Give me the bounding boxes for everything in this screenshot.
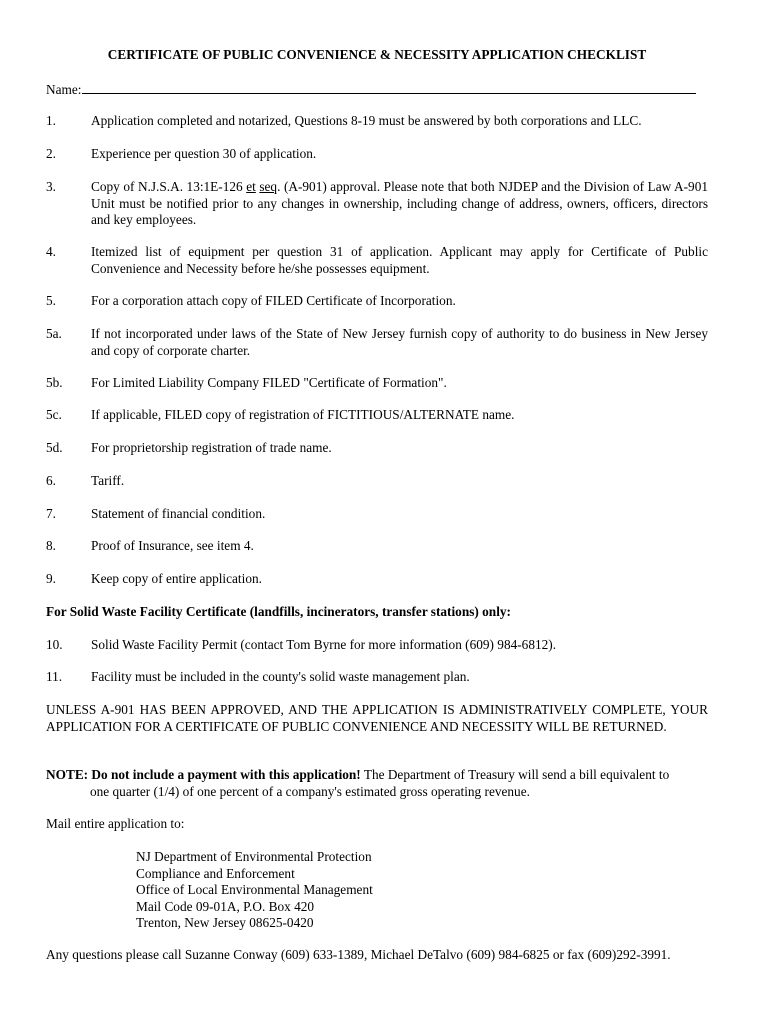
item-number: 11. xyxy=(46,669,63,684)
checklist-item xyxy=(46,506,708,523)
item-text: If applicable, FILED copy of registration of FICTITIOUS/ALTERNATE name. xyxy=(91,407,515,422)
item-number: 5c. xyxy=(46,407,62,422)
item-number: 9. xyxy=(46,571,56,586)
item-text: Facility must be included in the county's solid waste management plan. xyxy=(91,669,470,684)
page-title: CERTIFICATE OF PUBLIC CONVENIENCE & NECESSITY APPLICATION CHECKLIST xyxy=(107,47,647,62)
checklist-item xyxy=(46,179,708,229)
item-text: For proprietorship registration of trade name. xyxy=(91,440,332,455)
checklist-item xyxy=(46,375,708,392)
et-underlined: et xyxy=(246,179,256,194)
checklist-item xyxy=(46,440,708,457)
checklist-item xyxy=(46,473,708,490)
note-text-line1: The Department of Treasury will send a bill equivalent to xyxy=(360,767,670,782)
item-text xyxy=(91,179,708,229)
contact-line: Any questions please call Suzanne Conway (609) 633-1389, Michael DeTalvo (609) 984-6825 or fax (609)292-3991. xyxy=(46,947,671,962)
mail-label: Mail entire application to: xyxy=(46,816,185,831)
checklist-item xyxy=(46,538,708,555)
item-number: 5d. xyxy=(46,440,63,455)
item-text: Itemized list of equipment per question 31 of application. Applicant may apply for Certificate of Public Convenience and Necessity before he/she possesses equipment. xyxy=(91,244,708,276)
item-text: For Limited Liability Company FILED "Certificate of Formation". xyxy=(91,375,447,390)
item-number: 8. xyxy=(46,538,56,553)
checklist-item xyxy=(46,669,708,686)
item-number: 3. xyxy=(46,179,56,194)
item-number: 5a. xyxy=(46,326,62,341)
item-text-part: . (A-901) approval. Please note that both NJDEP and the Division of Law A-901 Unit must be notified prior to any changes in ownership, including change of address, owners, officers, directors and key employees. xyxy=(91,179,708,227)
checklist-item xyxy=(46,407,708,424)
item-number: 10. xyxy=(46,637,63,652)
checklist-item xyxy=(46,146,708,163)
address-line: Mail Code 09-01A, P.O. Box 420 xyxy=(136,898,315,914)
checklist-item xyxy=(46,571,708,588)
item-number: 7. xyxy=(46,506,56,521)
item-number: 5b. xyxy=(46,375,63,390)
mailing-address xyxy=(136,849,636,932)
item-text: Experience per question 30 of application. xyxy=(91,146,317,161)
seq-underlined: seq xyxy=(259,179,278,194)
item-text: If not incorporated under laws of the State of New Jersey furnish copy of authority to do business in New Jersey and copy of corporate charter. xyxy=(91,326,708,358)
item-text: Application completed and notarized, Questions 8-19 must be answered by both corporations and LLC. xyxy=(91,113,642,128)
checklist-item xyxy=(46,113,708,130)
item-text: Statement of financial condition. xyxy=(91,506,266,521)
item-text: Keep copy of entire application. xyxy=(91,571,262,586)
item-number: 5. xyxy=(46,293,56,308)
item-number: 4. xyxy=(46,244,56,259)
item-text-part: Copy of N.J.S.A. 13:1E-126 xyxy=(91,179,247,194)
item-text: Solid Waste Facility Permit (contact Tom Byrne for more information (609) 984-6812). xyxy=(91,637,557,652)
note-bold: NOTE: Do not include a payment with this application! xyxy=(46,767,361,782)
note-text-line2: one quarter (1/4) of one percent of a company's estimated gross operating revenue. xyxy=(90,783,530,799)
address-line: Trenton, New Jersey 08625-0420 xyxy=(136,915,314,930)
checklist-item xyxy=(46,293,708,310)
item-text: Tariff. xyxy=(91,473,125,488)
address-line: Compliance and Enforcement xyxy=(136,865,295,881)
name-label: Name: xyxy=(46,82,82,97)
address-line: Office of Local Environmental Management xyxy=(136,882,373,897)
item-number: 6. xyxy=(46,473,56,488)
warning-paragraph: UNLESS A-901 HAS BEEN APPROVED, AND THE APPLICATION IS ADMINISTRATIVELY COMPLETE, YOUR APPLICATION FOR A CERTIFICATE OF PUBLIC CONVENIENCE AND NECESSITY WILL BE RETURNED. xyxy=(46,702,708,734)
checklist-item xyxy=(46,244,708,277)
checklist-item xyxy=(46,326,708,359)
item-number: 2. xyxy=(46,146,56,161)
item-number: 1. xyxy=(46,113,56,128)
name-field-row xyxy=(46,80,708,99)
solid-waste-heading: For Solid Waste Facility Certificate (landfills, incinerators, transfer stations) only: xyxy=(46,604,511,619)
checklist-item xyxy=(46,637,708,654)
name-blank-line xyxy=(82,80,696,94)
note-paragraph xyxy=(46,767,708,800)
address-line: NJ Department of Environmental Protection xyxy=(136,849,372,864)
item-text: Proof of Insurance, see item 4. xyxy=(91,538,254,553)
item-text: For a corporation attach copy of FILED Certificate of Incorporation. xyxy=(91,293,456,308)
